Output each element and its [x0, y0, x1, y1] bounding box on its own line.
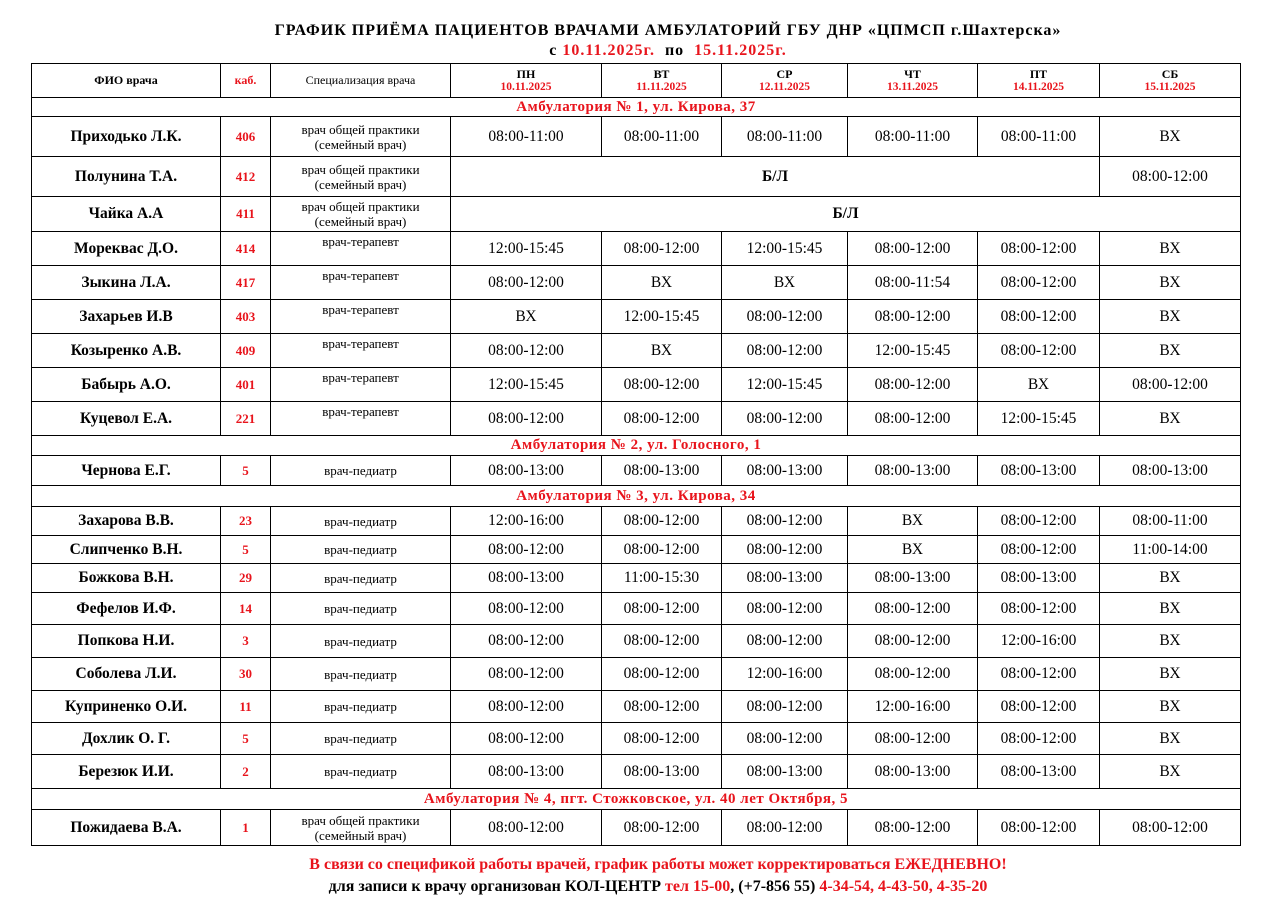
time-cell: 08:00-12:00: [1100, 810, 1241, 846]
time-cell: 08:00-12:00: [848, 402, 978, 436]
specialization-line: врач-терапевт: [322, 268, 399, 283]
cabinet-number: 1: [221, 810, 271, 846]
doctor-row: [32, 755, 1241, 789]
header-day-fri: [978, 64, 1100, 98]
doctor-specialization: [271, 658, 451, 691]
cabinet-number: 14: [221, 593, 271, 625]
day-name: ПТ: [1029, 66, 1048, 81]
doctor-specialization: [271, 197, 451, 232]
time-cell: 08:00-12:00: [602, 810, 722, 846]
doctor-specialization: [271, 593, 451, 625]
time-cell: ВХ: [848, 507, 978, 536]
time-cell: 08:00-12:00: [978, 810, 1100, 846]
header-kab: каб.: [221, 64, 271, 98]
cabinet-number: 412: [221, 157, 271, 197]
time-cell: 08:00-12:00: [722, 691, 848, 723]
specialization-line: врач-педиатр: [324, 463, 397, 478]
cabinet-number: 11: [221, 691, 271, 723]
time-cell: 08:00-12:00: [848, 810, 978, 846]
time-cell: 11:00-15:30: [602, 564, 722, 593]
time-cell: 08:00-12:00: [602, 691, 722, 723]
time-cell: ВХ: [1100, 564, 1241, 593]
doctor-specialization: [271, 334, 451, 368]
time-cell: 08:00-12:00: [602, 593, 722, 625]
time-cell: 08:00-12:00: [602, 536, 722, 564]
time-cell: 08:00-12:00: [451, 593, 602, 625]
time-cell: ВХ: [451, 300, 602, 334]
period-prefix: с: [549, 42, 563, 59]
time-cell: 08:00-12:00: [722, 300, 848, 334]
doctor-row: [32, 266, 1241, 300]
time-cell: 08:00-12:00: [848, 300, 978, 334]
time-cell: 11:00-14:00: [1100, 536, 1241, 564]
doctor-name: Приходько Л.К.: [32, 117, 221, 157]
day-date: 11.11.2025: [636, 80, 687, 93]
time-cell: 08:00-13:00: [848, 755, 978, 789]
doctor-specialization: [271, 564, 451, 593]
time-cell: ВХ: [602, 334, 722, 368]
time-cell: ВХ: [602, 266, 722, 300]
time-cell: ВХ: [1100, 300, 1241, 334]
time-cell: ВХ: [1100, 625, 1241, 658]
cabinet-number: 409: [221, 334, 271, 368]
day-name: СБ: [1161, 66, 1179, 81]
time-cell: 08:00-11:00: [451, 117, 602, 157]
time-cell: 08:00-12:00: [978, 266, 1100, 300]
specialization-line: (семейный врач): [314, 176, 407, 192]
doctor-specialization: [271, 755, 451, 789]
doctor-row: [32, 593, 1241, 625]
time-cell: 08:00-12:00: [602, 402, 722, 436]
specialization-line: врач-педиатр: [324, 731, 397, 746]
specialization-line: врач-терапевт: [322, 234, 399, 249]
time-cell: ВХ: [1100, 266, 1241, 300]
time-cell: 08:00-13:00: [451, 755, 602, 789]
header-day-tue: [602, 64, 722, 98]
time-cell: 08:00-12:00: [602, 723, 722, 755]
section-title: Амбулатория № 3, ул. Кирова, 34: [32, 486, 1241, 507]
period-middle: по: [654, 42, 695, 59]
specialization-line: врач-терапевт: [322, 336, 399, 351]
day-name: ВТ: [653, 66, 670, 81]
time-cell: ВХ: [1100, 232, 1241, 266]
time-cell: 08:00-13:00: [1100, 456, 1241, 486]
schedule-table: [31, 63, 1241, 846]
doctor-name: Куцевол Е.А.: [32, 402, 221, 436]
doctor-specialization: [271, 456, 451, 486]
cabinet-number: 403: [221, 300, 271, 334]
specialization-line: врач-терапевт: [322, 404, 399, 419]
doctor-row: [32, 810, 1241, 846]
cabinet-number: 29: [221, 564, 271, 593]
period-date-to: 15.11.2025г.: [694, 42, 787, 59]
specialization-line: врач-педиатр: [324, 542, 397, 557]
period-date-from: 10.11.2025г.: [562, 42, 655, 59]
doctor-name: Чайка А.А: [32, 197, 221, 232]
doctor-row: [32, 691, 1241, 723]
doctor-row: [32, 402, 1241, 436]
time-cell: 08:00-12:00: [451, 536, 602, 564]
time-cell: 12:00-15:45: [602, 300, 722, 334]
time-cell: 08:00-12:00: [848, 593, 978, 625]
doctor-row: [32, 334, 1241, 368]
time-cell: 08:00-11:00: [602, 117, 722, 157]
cabinet-number: 411: [221, 197, 271, 232]
time-cell: 08:00-12:00: [451, 402, 602, 436]
schedule-period: [0, 42, 1280, 60]
doctor-row: [32, 232, 1241, 266]
doctor-specialization: [271, 507, 451, 536]
time-cell: 08:00-12:00: [451, 691, 602, 723]
time-cell: 12:00-16:00: [722, 658, 848, 691]
specialization-line: врач-терапевт: [322, 370, 399, 385]
specialization-line: врач-педиатр: [324, 764, 397, 779]
time-cell: 08:00-13:00: [451, 564, 602, 593]
time-cell: 12:00-15:45: [451, 232, 602, 266]
time-cell: 08:00-13:00: [848, 456, 978, 486]
section-row: [32, 789, 1241, 810]
cabinet-number: 417: [221, 266, 271, 300]
time-cell: 08:00-12:00: [848, 625, 978, 658]
cabinet-number: 406: [221, 117, 271, 157]
time-cell: 08:00-12:00: [978, 658, 1100, 691]
header-day-thu: [848, 64, 978, 98]
doctor-name: Слипченко В.Н.: [32, 536, 221, 564]
time-cell: 08:00-12:00: [451, 625, 602, 658]
time-cell: 08:00-12:00: [722, 593, 848, 625]
time-cell: ВХ: [1100, 593, 1241, 625]
doctor-row: [32, 658, 1241, 691]
time-cell: 12:00-15:45: [722, 368, 848, 402]
doctor-name: Березюк И.И.: [32, 755, 221, 789]
doctor-row: [32, 456, 1241, 486]
sick-leave-cell: Б/Л: [451, 157, 1100, 197]
time-cell: 08:00-12:00: [451, 266, 602, 300]
doctor-name: Бабырь А.О.: [32, 368, 221, 402]
time-cell: 08:00-13:00: [722, 755, 848, 789]
time-cell: 08:00-12:00: [848, 658, 978, 691]
time-cell: 08:00-12:00: [978, 536, 1100, 564]
doctor-name: Соболева Л.И.: [32, 658, 221, 691]
schedule-title: ГРАФИК ПРИЁМА ПАЦИЕНТОВ ВРАЧАМИ АМБУЛАТОРИЙ ГБУ ДНР «ЦПМСП г.Шахтерска»: [274, 22, 1062, 39]
time-cell: 08:00-12:00: [978, 691, 1100, 723]
time-cell: 08:00-12:00: [451, 658, 602, 691]
callcenter-middle: , (+7-856 55): [730, 878, 820, 895]
callcenter-numbers: 4-34-54, 4-43-50, 4-35-20: [819, 878, 988, 895]
cabinet-number: 5: [221, 536, 271, 564]
time-cell: 12:00-15:45: [722, 232, 848, 266]
schedule-body: [32, 98, 1241, 846]
time-cell: ВХ: [722, 266, 848, 300]
day-date: 12.11.2025: [758, 80, 811, 93]
doctor-row: [32, 157, 1241, 197]
time-cell: 08:00-12:00: [1100, 368, 1241, 402]
time-cell: 12:00-15:45: [451, 368, 602, 402]
specialization-line: врач-педиатр: [324, 570, 397, 586]
doctor-row: [32, 507, 1241, 536]
time-cell: 08:00-12:00: [602, 232, 722, 266]
time-cell: 08:00-12:00: [722, 723, 848, 755]
specialization-line: (семейный врач): [314, 214, 407, 229]
time-cell: 08:00-12:00: [722, 507, 848, 536]
time-cell: 08:00-11:00: [848, 117, 978, 157]
time-cell: 08:00-13:00: [451, 456, 602, 486]
time-cell: 08:00-13:00: [848, 564, 978, 593]
doctor-row: [32, 564, 1241, 593]
time-cell: 08:00-12:00: [978, 334, 1100, 368]
time-cell: 08:00-12:00: [602, 625, 722, 658]
time-cell: ВХ: [1100, 334, 1241, 368]
time-cell: 08:00-13:00: [602, 755, 722, 789]
doctor-name: Захарьев И.В: [32, 300, 221, 334]
day-name: ПН: [516, 66, 536, 81]
sick-leave-cell: Б/Л: [451, 197, 1241, 232]
doctor-specialization: [271, 368, 451, 402]
doctor-row: [32, 368, 1241, 402]
specialization-line: врач общей практики: [301, 121, 420, 137]
doctor-row: [32, 536, 1241, 564]
time-cell: 08:00-11:00: [722, 117, 848, 157]
time-cell: 08:00-12:00: [722, 402, 848, 436]
cabinet-number: 30: [221, 658, 271, 691]
cabinet-number: 414: [221, 232, 271, 266]
time-cell: 08:00-12:00: [978, 593, 1100, 625]
specialization-line: врач общей практики: [301, 161, 420, 177]
time-cell: 08:00-12:00: [722, 810, 848, 846]
doctor-specialization: [271, 810, 451, 846]
time-cell: ВХ: [978, 368, 1100, 402]
header-row: [32, 64, 1241, 98]
time-cell: 08:00-12:00: [722, 536, 848, 564]
doctor-name: Дохлик О. Г.: [32, 723, 221, 755]
time-cell: 08:00-12:00: [602, 658, 722, 691]
time-cell: 08:00-11:54: [848, 266, 978, 300]
cabinet-number: 5: [221, 456, 271, 486]
section-title: Амбулатория № 2, ул. Голосного, 1: [32, 436, 1241, 456]
time-cell: 08:00-12:00: [451, 810, 602, 846]
time-cell: ВХ: [1100, 117, 1241, 157]
cabinet-number: 221: [221, 402, 271, 436]
time-cell: 08:00-11:00: [1100, 507, 1241, 536]
time-cell: 12:00-16:00: [848, 691, 978, 723]
specialization-line: врач-педиатр: [324, 601, 397, 616]
time-cell: 08:00-12:00: [848, 723, 978, 755]
time-cell: 12:00-16:00: [451, 507, 602, 536]
doctor-specialization: [271, 157, 451, 197]
header-name: ФИО врача: [32, 64, 221, 98]
doctor-row: [32, 117, 1241, 157]
doctor-row: [32, 197, 1241, 232]
time-cell: ВХ: [1100, 658, 1241, 691]
time-cell: 08:00-12:00: [1100, 157, 1241, 197]
day-name: ЧТ: [904, 66, 921, 81]
time-cell: 08:00-12:00: [978, 507, 1100, 536]
doctor-name: Чернова Е.Г.: [32, 456, 221, 486]
doctor-name: Захарова В.В.: [32, 507, 221, 536]
doctor-name: Козыренко А.В.: [32, 334, 221, 368]
specialization-line: врач-педиатр: [324, 513, 397, 529]
doctor-specialization: [271, 402, 451, 436]
doctor-specialization: [271, 232, 451, 266]
doctor-specialization: [271, 266, 451, 300]
time-cell: 08:00-13:00: [978, 755, 1100, 789]
day-date: 14.11.2025: [1012, 80, 1065, 93]
header-day-mon: [451, 64, 602, 98]
doctor-specialization: [271, 691, 451, 723]
doctor-specialization: [271, 300, 451, 334]
time-cell: 08:00-12:00: [978, 723, 1100, 755]
day-date: 13.11.2025: [886, 80, 939, 93]
time-cell: 08:00-12:00: [978, 232, 1100, 266]
section-title: Амбулатория № 4, пгт. Стожковское, ул. 40 лет Октября, 5: [32, 789, 1241, 810]
specialization-line: врач-терапевт: [322, 302, 399, 317]
specialization-line: врач-педиатр: [324, 699, 397, 714]
doctor-name: Зыкина Л.А.: [32, 266, 221, 300]
callcenter-info: [0, 878, 1280, 896]
cabinet-number: 401: [221, 368, 271, 402]
doctor-name: Полунина Т.А.: [32, 157, 221, 197]
callcenter-phone: тел 15-00: [665, 878, 731, 895]
specialization-line: врач общей практики: [301, 812, 420, 828]
time-cell: ВХ: [848, 536, 978, 564]
section-row: [32, 436, 1241, 456]
section-row: [32, 486, 1241, 507]
header-day-sat: [1100, 64, 1241, 98]
specialization-line: (семейный врач): [314, 827, 407, 843]
time-cell: 08:00-12:00: [451, 723, 602, 755]
section-row: [32, 98, 1241, 117]
doctor-name: Божкова В.Н.: [32, 564, 221, 593]
time-cell: 08:00-13:00: [978, 564, 1100, 593]
time-cell: 12:00-15:45: [848, 334, 978, 368]
header-day-wed: [722, 64, 848, 98]
time-cell: ВХ: [1100, 755, 1241, 789]
header-spec: Специализация врача: [271, 64, 451, 98]
time-cell: 08:00-12:00: [978, 300, 1100, 334]
time-cell: 08:00-12:00: [451, 334, 602, 368]
doctor-name: Фефелов И.Ф.: [32, 593, 221, 625]
specialization-line: врач-педиатр: [324, 633, 397, 649]
time-cell: 08:00-12:00: [602, 368, 722, 402]
doctor-row: [32, 300, 1241, 334]
day-name: СР: [776, 66, 793, 81]
day-date: 15.11.2025: [1144, 80, 1196, 93]
doctor-specialization: [271, 625, 451, 658]
time-cell: 08:00-13:00: [722, 564, 848, 593]
specialization-line: врач общей практики: [301, 199, 420, 214]
schedule-warning: В связи со спецификой работы врачей, график работы может корректироваться ЕЖЕДНЕВНО!: [309, 856, 1007, 873]
time-cell: 08:00-13:00: [602, 456, 722, 486]
doctor-row: [32, 625, 1241, 658]
time-cell: ВХ: [1100, 691, 1241, 723]
section-title: Амбулатория № 1, ул. Кирова, 37: [32, 98, 1241, 117]
time-cell: 12:00-16:00: [978, 625, 1100, 658]
doctor-name: Куприненко О.И.: [32, 691, 221, 723]
doctor-name: Попкова Н.И.: [32, 625, 221, 658]
time-cell: ВХ: [1100, 402, 1241, 436]
time-cell: ВХ: [1100, 723, 1241, 755]
time-cell: 08:00-12:00: [722, 625, 848, 658]
time-cell: 08:00-12:00: [602, 507, 722, 536]
time-cell: 08:00-13:00: [722, 456, 848, 486]
day-date: 10.11.2025: [500, 80, 552, 93]
time-cell: 08:00-12:00: [722, 334, 848, 368]
cabinet-number: 3: [221, 625, 271, 658]
cabinet-number: 23: [221, 507, 271, 536]
cabinet-number: 5: [221, 723, 271, 755]
callcenter-prefix: для записи к врачу организован КОЛ-ЦЕНТР: [328, 878, 665, 895]
doctor-row: [32, 723, 1241, 755]
time-cell: 12:00-15:45: [978, 402, 1100, 436]
doctor-specialization: [271, 536, 451, 564]
doctor-name: Мореквас Д.О.: [32, 232, 221, 266]
cabinet-number: 2: [221, 755, 271, 789]
doctor-specialization: [271, 723, 451, 755]
time-cell: 08:00-13:00: [978, 456, 1100, 486]
time-cell: 08:00-11:00: [978, 117, 1100, 157]
time-cell: 08:00-12:00: [848, 368, 978, 402]
time-cell: 08:00-12:00: [848, 232, 978, 266]
doctor-specialization: [271, 117, 451, 157]
specialization-line: врач-педиатр: [324, 666, 397, 682]
doctor-name: Пожидаева В.А.: [32, 810, 221, 846]
specialization-line: (семейный врач): [314, 136, 407, 152]
